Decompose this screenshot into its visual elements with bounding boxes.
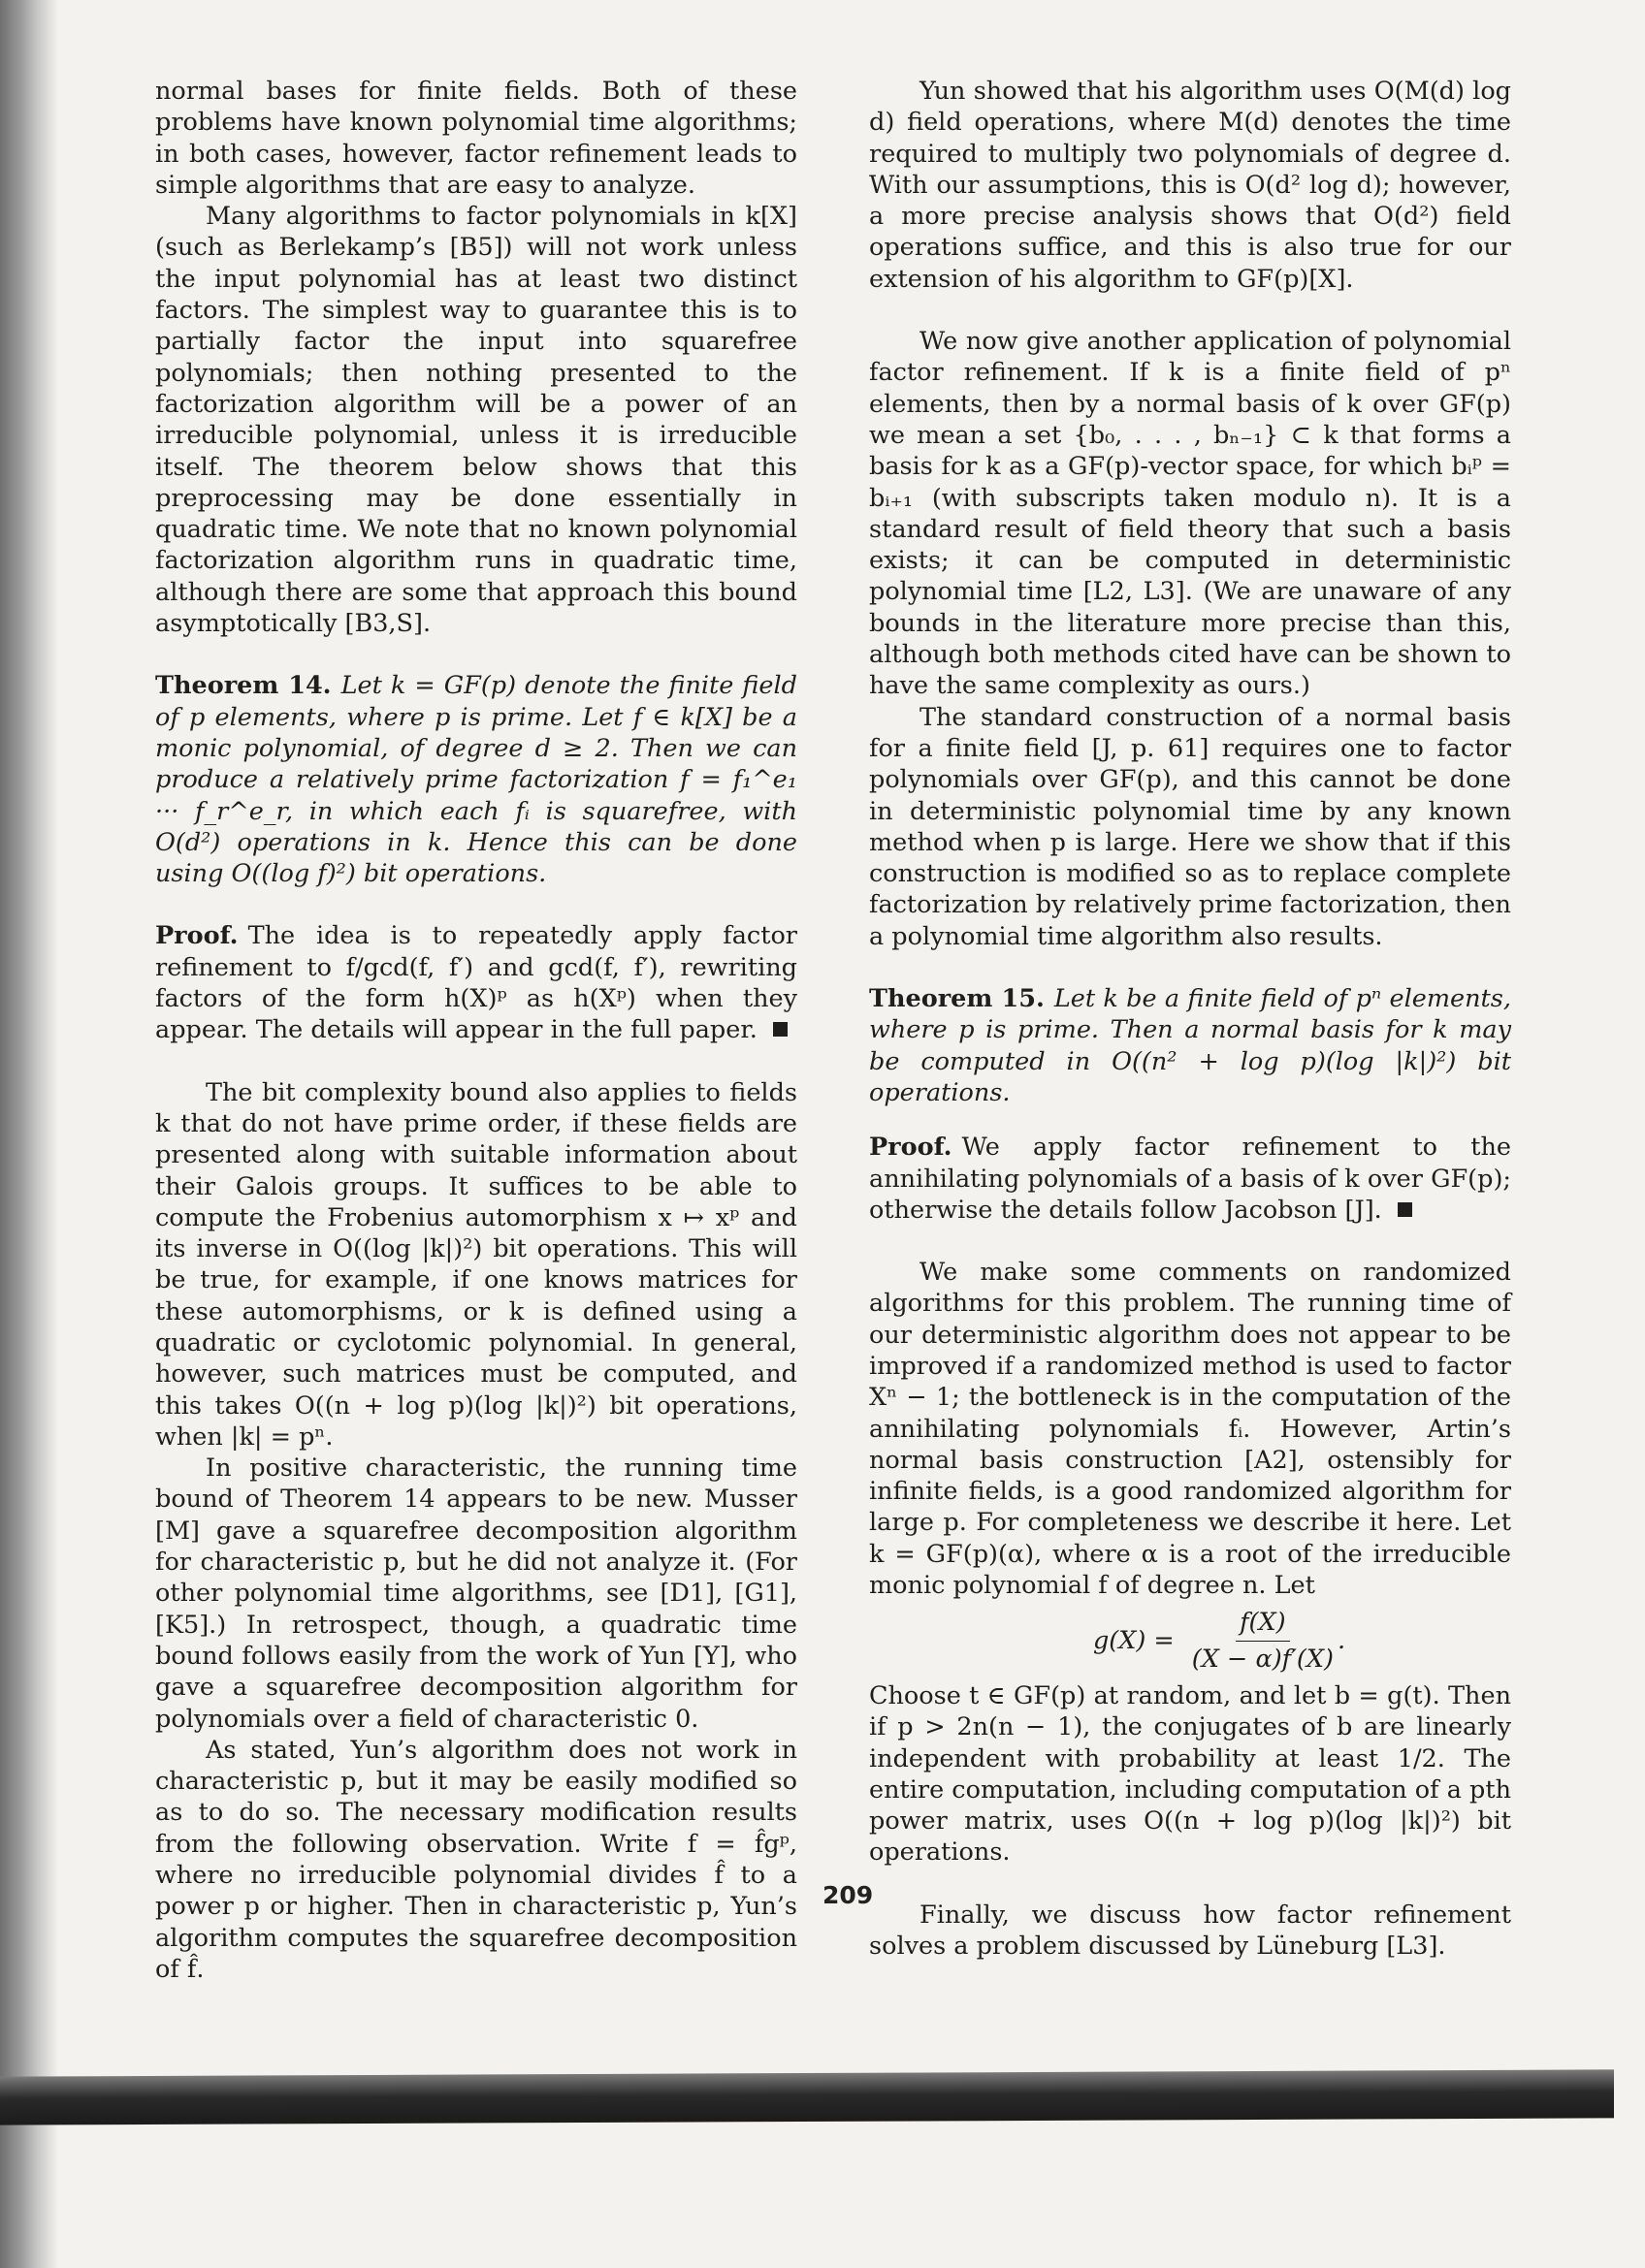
scan-shadow-left [0,0,58,2268]
proof-text: We apply factor refinement to the annihilating polynomials of a basis of k over GF(p); otherwise the details follow Jacobson [J]. [869,1133,1511,1225]
qed-square-icon [773,1022,788,1037]
equation-fraction [1188,1607,1338,1675]
qed-square-icon [1398,1202,1412,1217]
display-equation [869,1607,1511,1675]
paragraph: Many algorithms to factor polynomials in k[X] (such as Berlekamp’s [B5]) will not work unless the input polynomial has at least two distinct factors. The simplest way to guarantee this is to partially factor the input into squarefree polynomials; then nothing presented to the factorization algorithm will be a power of an irreducible polynomial, unless it is irreducible itself. The theorem below shows that this preprocessing may be done essentially in quadratic time. We note that no known polynomial factorization algorithm runs in quadratic time, although there are some that approach this bound asymptotically [B3,S]. [155,202,797,639]
equation-period: . [1337,1626,1346,1655]
scan-shadow-bottom [0,2069,1614,2124]
paragraph: In positive characteristic, the running time bound of Theorem 14 appears to be new. Musser [M] gave a squarefree decomposition algorithm for characteristic p, but he did not analyze it. (For other polynomial time algorithms, see [D1], [G1], [K5].) In retrospect, though, a quadratic time bound follows easily from the work of Yun [Y], who gave a squarefree decomposition algorithm for polynomials over a field of characteristic 0. [155,1453,797,1734]
paragraph: As stated, Yun’s algorithm does not work in characteristic p, but it may be easily modified so as to do so. The necessary modification results from the following observation. Write f = f̂gᵖ, where no irreducible polynomial divides f̂ to a power p or higher. Then in characteristic p, Yun’s algorithm computes the squarefree decomposition of f̂. [155,1735,797,1984]
proof-15 [869,1132,1511,1226]
page-number: 209 [822,1881,874,1909]
equation-lhs: g(X) = [1092,1626,1175,1655]
theorem-statement: Let k = GF(p) denote the finite field of p elements, where p is prime. Let f ∈ k[X] be a monic polynomial, of degree d ≥ 2. Then we can produce a relatively prime factorization f = f₁^e₁ ··· f_r^e_r, in which each fᵢ is squarefree, with O(d²) operations in k. Hence this can be done using O((log f)²) bit operations. [155,671,797,889]
paragraph: We make some comments on randomized algorithms for this problem. The running time of our deterministic algorithm does not appear to be improved if a randomized method is used to factor Xⁿ − 1; the bottleneck is in the computation of the annihilating polynomials fᵢ. However, Artin’s normal basis construction [A2], ostensibly for infinite fields, is a good randomized algorithm for large p. For completeness we describe it here. Let k = GF(p)(α), where α is a root of the irreducible monic polynomial f of degree n. Let [869,1258,1511,1601]
paragraph: The bit complexity bound also applies to fields k that do not have prime order, if these fields are presented along with suitable information about their Galois groups. It suffices to be able to compute the Frobenius automorphism x ↦ xᵖ and its inverse in O((log |k|)²) bit operations. This will be true, for example, if one knows matrices for these automorphisms, or k is defined using a quadratic or cyclotomic polynomial. In general, however, such matrices must be computed, and this takes O((n + log p)(log |k|)²) bit operations, when |k| = pⁿ. [155,1077,797,1452]
proof-label: Proof. [155,921,239,951]
paragraph: Finally, we discuss how factor refinement solves a problem discussed by Lüneburg [L3]. [869,1900,1511,1962]
proof-14 [155,920,797,1045]
theorem-14 [155,670,797,889]
proof-text: The idea is to repeatedly apply factor refinement to f/gcd(f, f′) and gcd(f, f′), rewriting factors of the form h(X)ᵖ as h(Xᵖ) when they appear. The details will appear in the full paper. [155,921,797,1045]
equation-numerator: f(X) [1236,1607,1290,1641]
theorem-statement: Let k be a finite field of pⁿ elements, where p is prime. Then a normal basis for k may be computed in O((n² + log p)(log |k|)²) bit operations. [869,984,1511,1107]
paragraph: The standard construction of a normal basis for a finite field [J, p. 61] requires one to factor polynomials over GF(p), and this cannot be done in deterministic polynomial time by any known method when p is large. Here we show that if this construction is modified so as to replace complete factorization by relatively prime factorization, then a polynomial time algorithm also results. [869,702,1511,951]
paragraph: We now give another application of polynomial factor refinement. If k is a finite field of pⁿ elements, then by a normal basis of k over GF(p) we mean a set {b₀, . . . , bₙ₋₁} ⊂ k that forms a basis for k as a GF(p)-vector space, for which bᵢᵖ = bᵢ₊₁ (with subscripts taken modulo n). It is a standard result of field theory that such a basis exists; it can be computed in deterministic polynomial time [L2, L3]. (We are unaware of any bounds in the literature more precise than this, although both methods cited have can be shown to have the same complexity as ours.) [869,327,1511,701]
equation-denominator: (X − α)f′(X) [1191,1644,1334,1674]
left-column [155,76,797,1985]
theorem-label: Theorem 15. [869,984,1045,1014]
proof-label: Proof. [869,1133,952,1163]
theorem-label: Theorem 14. [155,671,332,701]
paragraph: normal bases for finite fields. Both of these problems have known polynomial time algorithms; in both cases, however, factor refinement leads to simple algorithms that are easy to analyze. [155,77,797,200]
paragraph: Yun showed that his algorithm uses O(M(d) log d) field operations, where M(d) denotes the time required to multiply two polynomials of degree d. With our assumptions, this is O(d² log d); however, a more precise analysis shows that O(d²) field operations suffice, and this is also true for our extension of his algorithm to GF(p)[X]. [869,77,1511,294]
right-column [869,76,1511,1962]
theorem-15 [869,983,1511,1108]
paragraph: Choose t ∈ GF(p) at random, and let b = g(t). Then if p > 2n(n − 1), the conjugates of b are linearly independent with probability at least 1/2. The entire computation, including computation of a pth power matrix, uses O((n + log p)(log |k|)²) bit operations. [869,1680,1511,1868]
